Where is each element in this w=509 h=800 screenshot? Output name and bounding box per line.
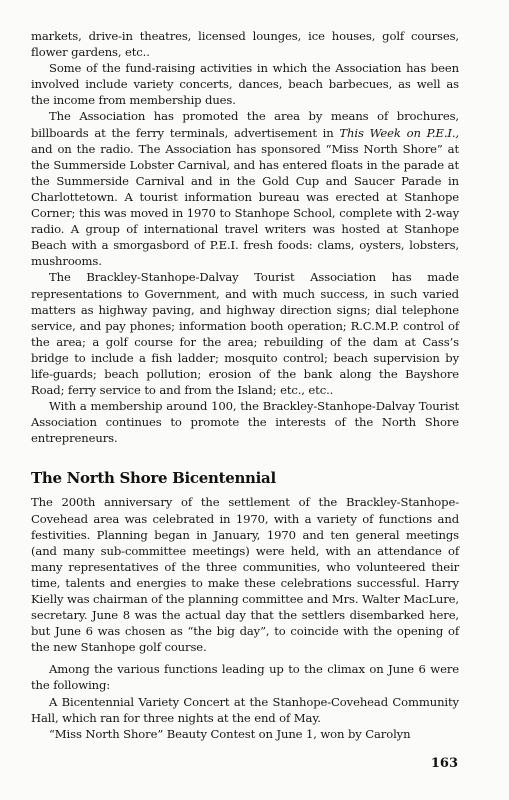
paragraph-membership: With a membership around 100, the Brackley-Stanhope-Dalvay Tourist Association continues to promote the interests of the North Shore entrepreneurs. — [31, 399, 459, 446]
paragraph-promotion — [31, 108, 459, 269]
page-number: 163 — [430, 756, 458, 771]
paragraph-fund-raising: Some of the fund-raising activities in which the Association has been involved include variety concerts, dances, beach barbecues, as well as the income from membership dues. — [31, 61, 459, 108]
paragraph-markets: markets, drive-in theatres, licensed lounges, ice houses, golf courses, flower gardens, etc.. — [31, 29, 459, 60]
promotion-text-start: The Association has promoted the area by means of brochures, billboards at the ferry terminals, advertisement in — [31, 109, 459, 140]
paragraph-beauty-contest: “Miss North Shore” Beauty Contest on June 1, won by Carolyn — [49, 726, 411, 741]
publication-title: This Week on P.E.I., — [339, 125, 459, 140]
paragraph-variety-concert: A Bicentennial Variety Concert at the Stanhope-Covehead Community Hall, which ran for three nights at the end of May. — [31, 694, 459, 725]
paragraph-functions: Among the various functions leading up to the climax on June 6 were the following: — [31, 662, 459, 693]
promotion-text-end: and on the radio. The Association has sponsored “Miss North Shore” at the Summerside Lobster Carnival, and has entered floats in the parade at the Summerside Carnival and in the Gold Cup and Saucer Parade in Charlottetown. A tourist information bureau was erected at Stanhope Corner; this was moved in 1970 to Stanhope School, complete with 2-way radio. A group of international travel writers was hosted at Stanhope Beach with a smorgasbord of P.E.I. fresh foods: clams, oysters, lobsters, mushrooms. — [31, 141, 459, 269]
paragraph-anniversary: The 200th anniversary of the settlement of the Brackley-Stanhope-Covehead area was celebrated in 1970, with a variety of functions and festivities. Planning began in January, 1970 and ten general meetings (and many sub-committee meetings) were held, with an attendance of many representatives of the three communities, who volunteered their time, talents and energies to make these celebrations successful. Harry Kielly was chairman of the planning committee and Mrs. Walter MacLure, secretary. June 8 was the actual day that the settlers disembarked here, but June 6 was chosen as “the big day”, to coincide with the opening of the new Stanhope golf course. — [31, 495, 459, 655]
page-body — [31, 28, 459, 742]
paragraph-representations: The Brackley-Stanhope-Dalvay Tourist Association has made representations to Government, and with much success, in such varied matters as highway paving, and highway direction signs; dial telephone service, and pay phones; information booth operation; R.C.M.P. control of the area; a golf course for the area; rebuilding of the dam at Cass’s bridge to include a fish ladder; mosquito control; beach supervision by life-guards; beach pollution; erosion of the bank along the Bayshore Road; ferry service to and from the Island; etc., etc.. — [31, 270, 459, 398]
section-heading: The North Shore Bicentennial — [31, 469, 276, 488]
